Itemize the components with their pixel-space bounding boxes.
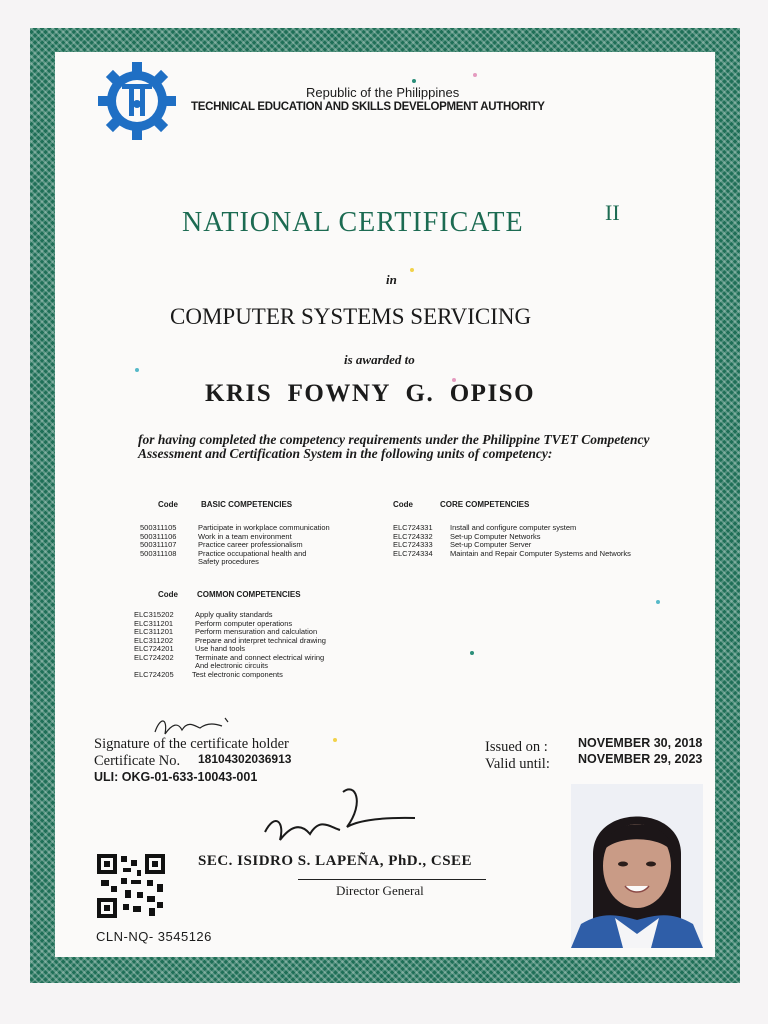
- certificate-number-label: Certificate No.: [94, 753, 181, 769]
- core-code-header: Code: [393, 500, 413, 509]
- list-item: ELC724333 Set-up Computer Server: [393, 540, 532, 549]
- certification-statement: for having completed the competency requirements under the Philippine TVET Competency Assessment and Certification System in the following units of competency:: [138, 432, 650, 461]
- common-competencies-header: COMMON COMPETENCIES: [197, 590, 301, 599]
- awarded-text: is awarded to: [344, 352, 415, 367]
- uli-number: ULI: OKG-01-633-10043-001: [94, 770, 258, 784]
- list-item: ELC724201 Use hand tools: [134, 644, 246, 653]
- signatory-name: SEC. ISIDRO S. LAPEÑA, PhD., CSEE: [198, 853, 473, 869]
- qualification-title: COMPUTER SYSTEMS SERVICING: [170, 304, 532, 329]
- list-item: 500311105 Participate in workplace communication: [140, 523, 330, 532]
- valid-date: NOVEMBER 29, 2023: [578, 752, 703, 766]
- issued-date: NOVEMBER 30, 2018: [578, 736, 703, 750]
- list-item: ELC724331 Install and configure computer system: [393, 523, 577, 532]
- list-item: ELC724205 Test electronic components: [134, 669, 283, 679]
- basic-competencies-header: BASIC COMPETENCIES: [201, 500, 293, 509]
- list-item: ELC311201 Perform mensuration and calculation: [134, 627, 318, 636]
- holder-photo: [571, 784, 703, 948]
- common-competency-list: [134, 611, 326, 679]
- basic-competency-list: [140, 524, 330, 567]
- list-item: ELC315202 Apply quality standards: [134, 610, 273, 619]
- list-item: And electronic circuits: [195, 661, 268, 670]
- list-item: 500311107 Practice career professionalism: [140, 540, 303, 549]
- certificate-number: 18104302036913: [198, 752, 292, 766]
- common-code-header: Code: [158, 590, 178, 599]
- issued-label: Issued on :: [485, 739, 548, 755]
- list-item: ELC311202 Prepare and interpret technical drawing: [134, 635, 326, 645]
- in-text: in: [386, 272, 397, 287]
- list-item: 500311108 Practice occupational health and: [140, 548, 307, 558]
- list-item: ELC724332 Set-up Computer Networks: [393, 531, 541, 541]
- list-item: 500311106 Work in a team environment: [140, 531, 292, 541]
- agency-name: TECHNICAL EDUCATION AND SKILLS DEVELOPMENT AUTHORITY: [191, 101, 545, 113]
- tesda-logo-icon: [96, 60, 178, 142]
- basic-code-header: Code: [158, 500, 178, 509]
- certificate-title: NATIONAL CERTIFICATE: [182, 207, 524, 238]
- valid-label: Valid until:: [485, 756, 550, 772]
- republic-text: Republic of the Philippines: [306, 85, 460, 100]
- recipient-name: KRIS FOWNY G. OPISO: [205, 380, 536, 407]
- director-signature: [255, 782, 425, 852]
- certificate-level: II: [605, 200, 620, 225]
- list-item: ELC724334 Maintain and Repair Computer Systems and Networks: [393, 548, 631, 558]
- list-item: ELC724202 Terminate and connect electrical wiring: [134, 652, 325, 662]
- core-competencies-header: CORE COMPETENCIES: [440, 500, 530, 509]
- list-item: Safety procedures: [198, 557, 259, 566]
- core-competency-list: [393, 524, 631, 558]
- qr-code-icon: [97, 854, 165, 918]
- signatory-title: Director General: [336, 883, 424, 898]
- cln-number: CLN-NQ- 3545126: [96, 929, 212, 944]
- signature-label: Signature of the certificate holder: [94, 736, 289, 752]
- signature-line: [298, 879, 486, 880]
- list-item: ELC311201 Perform computer operations: [134, 618, 293, 628]
